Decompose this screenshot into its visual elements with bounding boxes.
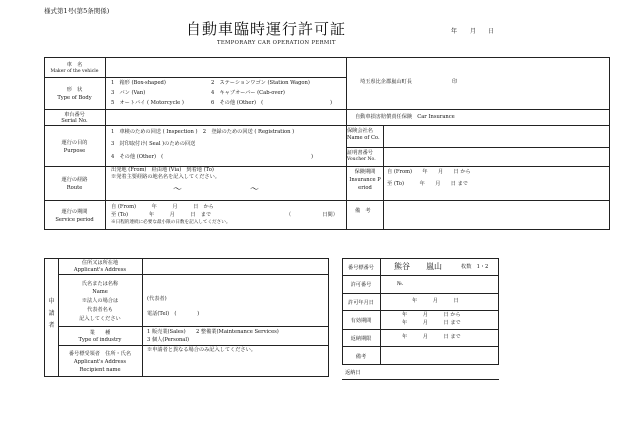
vehicle-name-label: 車 名 Maker of the vehicle bbox=[50, 62, 99, 74]
permit-date-value[interactable]: 年 月 日 bbox=[412, 298, 459, 304]
service-period-to[interactable]: 至 (To) 年 月 日 まで bbox=[111, 212, 212, 218]
recipient-label: 番号標受領者 住所・氏名 Applicant's Address Recipient name bbox=[68, 351, 132, 373]
serial-label: 車台番号 Serial No. bbox=[61, 112, 88, 124]
remarks-label: 備 考 bbox=[355, 208, 371, 214]
applicant-side-label: 申 請 者 bbox=[48, 298, 55, 329]
applicant-name-label: 氏名または名称 Name ※法人の場合は 代表者名も 記入してください bbox=[79, 280, 121, 322]
route-note: ※発着主要経路の地名名を記入してください。 bbox=[111, 174, 220, 180]
page-title: 自動車臨時運行許可証 bbox=[186, 20, 347, 38]
insurance-company-label: 保険会社名 Name of Co. bbox=[347, 128, 380, 141]
industry-options-1-2[interactable]: 1 販売業(Sales) 2 整備業(Maintenance Services) bbox=[147, 329, 279, 335]
service-period-days[interactable]: （ 日間） bbox=[286, 212, 338, 218]
route-tilde-1: ～ bbox=[173, 185, 183, 195]
body-option-wagon[interactable]: 2 ステーションワゴン (Station Wagon) bbox=[211, 80, 310, 86]
voucher-label: 証明書番号 Voucher No. bbox=[347, 150, 376, 162]
return-deadline-value[interactable]: 年 月 日 まで bbox=[402, 334, 461, 340]
office-remarks-label: 備考 bbox=[355, 353, 367, 360]
body-option-other-close: ) bbox=[330, 100, 333, 106]
applicant-representative[interactable]: (代表者) bbox=[147, 296, 167, 302]
return-date-line bbox=[342, 379, 499, 380]
valid-period-to[interactable]: 年 月 日 まで bbox=[402, 320, 461, 326]
header-month: 月 bbox=[470, 28, 477, 35]
applicant-address-field[interactable] bbox=[143, 259, 328, 274]
body-option-box[interactable]: 1 箱形 (Box-shaped) bbox=[111, 80, 166, 86]
plate-count: 枚数 1・2 bbox=[461, 264, 489, 270]
body-option-cabover[interactable]: 4 キャブオーバー (Cab-over) bbox=[211, 90, 285, 96]
insurance-to[interactable]: 至 (To) 年 月 日 まで bbox=[387, 181, 468, 187]
route-header: 出発地 (From) 経由地 (Via) 到着地 (To) bbox=[111, 167, 214, 173]
issuer-mayor: 埼玉県比企郡嵐山町長 bbox=[360, 79, 412, 85]
permit-number-value[interactable]: №. bbox=[397, 281, 404, 287]
route-label: 運行の経路 Route bbox=[61, 177, 88, 191]
serial-field[interactable] bbox=[106, 110, 345, 125]
insurance-from[interactable]: 自 (From) 年 月 日 から bbox=[387, 169, 471, 175]
recipient-note: ※申請者と異なる場合のみ記入してください。 bbox=[147, 347, 256, 353]
permit-date-label: 許可年月日 bbox=[348, 299, 374, 306]
valid-period-label: 有効期間 bbox=[350, 317, 372, 324]
body-option-other[interactable]: 6 その他 (Other) ( bbox=[211, 100, 264, 106]
body-option-van[interactable]: 3 バン (Van) bbox=[111, 90, 146, 96]
purpose-option-3[interactable]: 3 封印取付け( Seal )のための回送 bbox=[111, 141, 196, 147]
applicant-address-label: 住所又は所在地 Applicant's Address bbox=[73, 260, 127, 273]
service-period-note: ※日程的連続に必要な最小限の日数を記入してください。 bbox=[111, 220, 231, 225]
applicant-phone[interactable]: 電話(Tel) ( ) bbox=[147, 311, 200, 317]
industry-label: 業 種 Type of industry bbox=[78, 330, 122, 343]
permit-number-label: 許可番号 bbox=[350, 282, 372, 288]
form-number: 様式第1号(第5条関係) bbox=[44, 7, 110, 15]
body-option-motorcycle[interactable]: 5 オートバイ ( Motorcycle ) bbox=[111, 100, 184, 106]
route-tilde-2: ～ bbox=[250, 185, 260, 195]
purpose-options-1-2[interactable]: 1 車検のための回送 ( Inspection ) 2 登録のための回送 ( Registration ) bbox=[111, 129, 295, 135]
return-date-label: 返納日 bbox=[345, 370, 361, 376]
service-period-from[interactable]: 自 (From) 年 月 日 から bbox=[111, 204, 214, 210]
plate-number-label: 番号標番号 bbox=[348, 264, 374, 271]
issuer-seal: 印 bbox=[452, 79, 458, 85]
insurance-period-label: 保険期間 Insurance P eriod bbox=[349, 169, 381, 191]
header-year: 年 bbox=[451, 28, 458, 35]
body-type-label: 形 状 Type of Body bbox=[57, 87, 92, 101]
plate-number-value: 熊谷 嵐山 bbox=[394, 262, 442, 271]
page-subtitle: TEMPORARY CAR OPERATION PERMIT bbox=[217, 40, 336, 46]
industry-option-3[interactable]: 3 個人(Personal) bbox=[147, 337, 190, 343]
return-deadline-label: 返納期限 bbox=[350, 335, 372, 342]
valid-period-from[interactable]: 年 月 日 から bbox=[402, 312, 461, 318]
vehicle-name-field[interactable] bbox=[106, 58, 345, 77]
purpose-option-4[interactable]: 4 その他 (Other) ( bbox=[111, 154, 164, 160]
header-day: 日 bbox=[488, 28, 495, 35]
purpose-label: 運行の目的 Purpose bbox=[61, 139, 88, 154]
service-period-label: 運行の期間 Service period bbox=[55, 209, 94, 223]
insurance-title: 自動車損害賠償責任保険 Car Insurance bbox=[355, 114, 455, 120]
purpose-option-4-close: ) bbox=[311, 154, 314, 160]
